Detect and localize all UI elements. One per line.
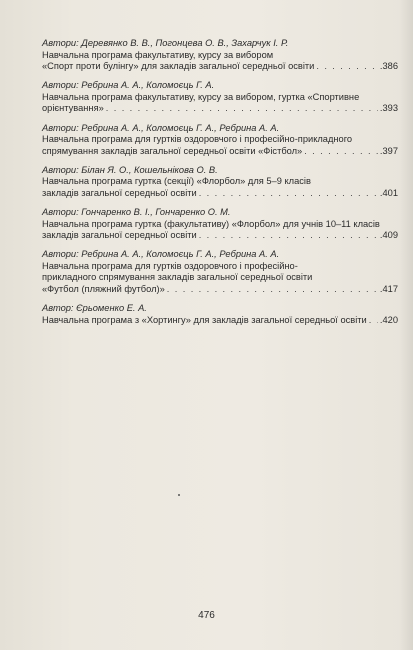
toc-entry — [42, 303, 398, 326]
toc-entry-title-line: прикладного спрямування закладів загальної середньої освіти — [42, 272, 313, 283]
toc-entry — [42, 38, 398, 73]
toc-entry — [42, 249, 398, 295]
toc-entry-title-line: Навчальна програма з «Хортингу» для закладів загальної середньої освіти — [42, 314, 367, 325]
toc-entry-last-line — [42, 103, 398, 115]
table-of-contents — [42, 38, 398, 334]
toc-entry-title-line: «Футбол (пляжний футбол)» — [42, 283, 165, 294]
dot-leader — [304, 146, 378, 158]
toc-entry-page: .397 — [379, 145, 398, 156]
dot-leader — [106, 103, 378, 115]
toc-entry-title-line: Навчальна програма факультативу, курсу за вибором — [42, 49, 274, 60]
toc-entry-last-line — [42, 284, 398, 296]
toc-entry-title-line: закладів загальної середньої освіти — [42, 230, 197, 241]
toc-entry-title-line: орієнтування» — [42, 103, 104, 114]
toc-entry-page: .401 — [379, 187, 398, 198]
dot-leader — [167, 284, 378, 296]
toc-entry — [42, 207, 398, 242]
toc-entry-authors: Автори: Гончаренко В. І., Гончаренко О. М. — [42, 207, 231, 218]
toc-entry — [42, 123, 398, 158]
toc-entry-title-line: Навчальна програма гуртка (секції) «Флорбол» для 5–9 класів — [42, 176, 311, 187]
toc-entry-authors: Автори: Ребрина А. А., Коломоєць Г. А. — [42, 80, 215, 91]
dot-leader — [199, 230, 378, 242]
dot-leader — [369, 315, 378, 327]
toc-entry-authors: Автори: Ребрина А. А., Коломоєць Г. А., Ребрина А. А. — [42, 249, 280, 260]
ink-speck — [178, 494, 180, 496]
toc-entry-page: .393 — [379, 103, 398, 114]
page-number: 476 — [198, 610, 215, 621]
toc-entry-authors: Автори: Деревянко В. В., Погонцева О. В., Захарчук І. Р. — [42, 38, 289, 48]
toc-entry-authors: Автори: Ребрина А. А., Коломоєць Г. А., Ребрина А. А. — [42, 122, 280, 133]
toc-entry-last-line — [42, 188, 398, 200]
toc-entry-title-line: Навчальна програма для гуртків оздоровчого і професійно-прикладного — [42, 134, 353, 145]
toc-entry-title-line: Навчальна програма для гуртків оздоровчого і професійно- — [42, 260, 298, 271]
dot-leader — [316, 61, 378, 73]
dot-leader — [199, 188, 378, 200]
toc-entry-title-line: закладів загальної середньої освіти — [42, 187, 197, 198]
toc-entry-page: .409 — [379, 230, 398, 241]
toc-entry-last-line — [42, 230, 398, 242]
toc-entry-page: .420 — [379, 314, 398, 325]
toc-entry-title-line: Навчальна програма гуртка (факультативу) «Флорбол» для учнів 10–11 класів — [42, 218, 380, 229]
toc-entry-last-line — [42, 61, 398, 73]
toc-entry-authors: Автори: Білан Я. О., Кошельнікова О. В. — [42, 164, 218, 175]
toc-entry-title-line: Навчальна програма факультативу, курсу за вибором, гуртка «Спортивне — [42, 91, 360, 102]
toc-entry-page: .417 — [379, 283, 398, 294]
toc-entry-page: .386 — [379, 61, 398, 71]
page-spine-shadow — [399, 0, 413, 650]
toc-entry — [42, 165, 398, 200]
toc-entry-title-line: спрямування закладів загальної середньої освіти «Фістбол» — [42, 145, 303, 156]
toc-entry-last-line — [42, 146, 398, 158]
toc-entry — [42, 80, 398, 115]
toc-entry-last-line — [42, 315, 398, 327]
toc-entry-title-line: «Спорт проти булінгу» для закладів загальної середньої освіти — [42, 61, 315, 71]
toc-entry-authors: Автор: Єрьоменко Е. А. — [42, 303, 147, 314]
